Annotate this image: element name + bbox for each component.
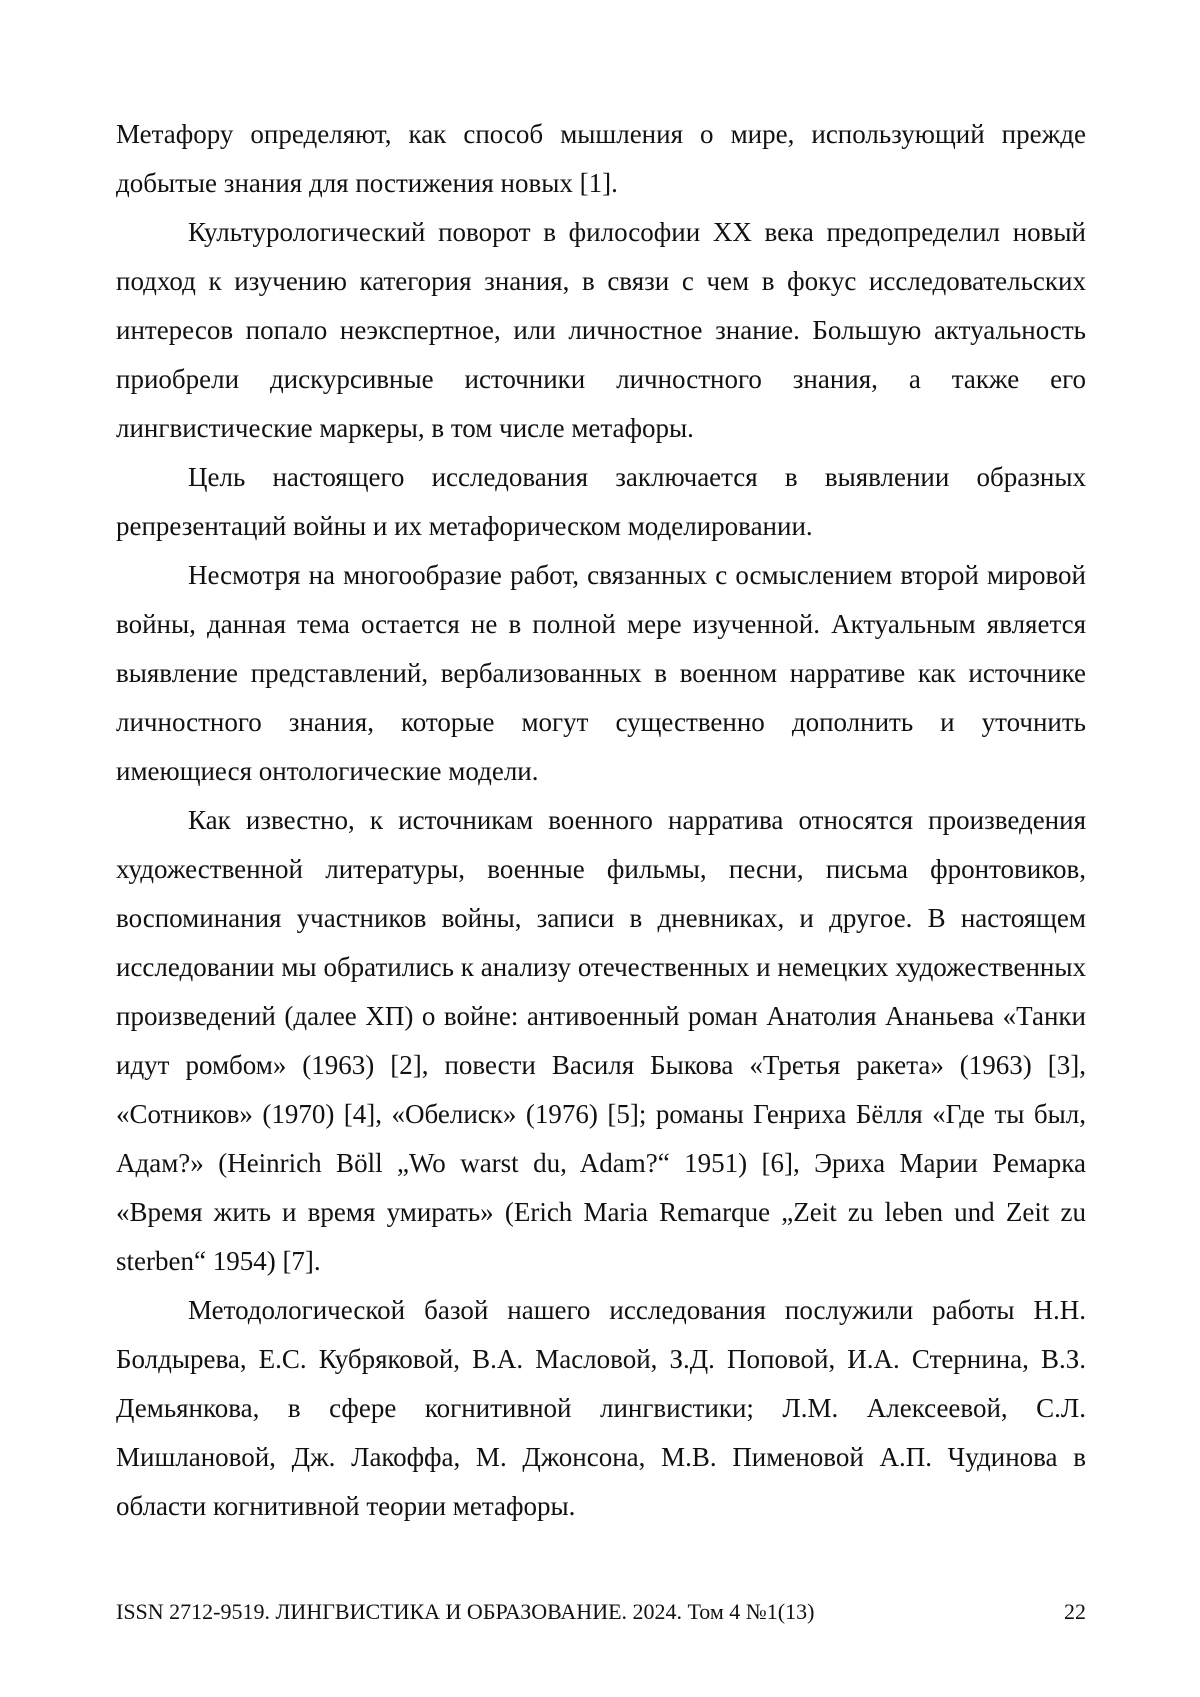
paragraph-sources: Как известно, к источникам военного нарратива относятся произведения художественной литературы, военные фильмы, песни, письма фронтовиков, воспоминания участников войны, записи в дневниках, и другое. В настоящем исследовании мы обратились к анализу отечественных и немецких художественных произведений (далее ХП) о войне: антивоенный роман Анатолия Ананьева «Танки идут ромбом» (1963) [2], повести Василя Быкова «Третья ракета» (1963) [3], «Сотников» (1970) [4], «Обелиск» (1976) [5]; романы Генриха Бёлля «Где ты был, Адам?» (Heinrich Böll „Wo warst du, Adam?“ 1951) [6], Эриха Марии Ремарка «Время жить и время умирать» (Erich Maria Remarque „Zeit zu leben und Zeit zu sterben“ 1954) [7]. [116, 796, 1086, 1286]
journal-citation: ISSN 2712-9519. ЛИНГВИСТИКА И ОБРАЗОВАНИЕ. 2024. Том 4 №1(13) [116, 1597, 814, 1627]
paragraph-research-goal: Цель настоящего исследования заключается в выявлении образных репрезентаций войны и их метафорическом моделировании. [116, 453, 1086, 551]
page-number: 22 [1064, 1597, 1086, 1627]
paragraph-cultural-turn: Культурологический поворот в философии XX века предопределил новый подход к изучению категория знания, в связи с чем в фокус исследовательских интересов попало неэкспертное, или личностное знание. Большую актуальность приобрели дискурсивные источники личностного знания, а также его лингвистические маркеры, в том числе метафоры. [116, 208, 1086, 453]
paragraph-relevance: Несмотря на многообразие работ, связанных с осмыслением второй мировой войны, данная тема остается не в полной мере изученной. Актуальным является выявление представлений, вербализованных в военном нарративе как источнике личностного знания, которые могут существенно дополнить и уточнить имеющиеся онтологические модели. [116, 551, 1086, 796]
article-body [116, 110, 1086, 1531]
paragraph-metaphor-definition: Метафору определяют, как способ мышления о мире, использующий прежде добытые знания для постижения новых [1]. [116, 110, 1086, 208]
document-page [0, 0, 1200, 1697]
paragraph-methodology: Методологической базой нашего исследования послужили работы Н.Н. Болдырева, Е.С. Кубряковой, В.А. Масловой, З.Д. Поповой, И.А. Стернина, В.З. Демьянкова, в сфере когнитивной лингвистики; Л.М. Алексеевой, С.Л. Мишлановой, Дж. Лакоффа, М. Джонсона, М.В. Пименовой А.П. Чудинова в области когнитивной теории метафоры. [116, 1286, 1086, 1531]
page-footer [116, 1597, 1086, 1627]
